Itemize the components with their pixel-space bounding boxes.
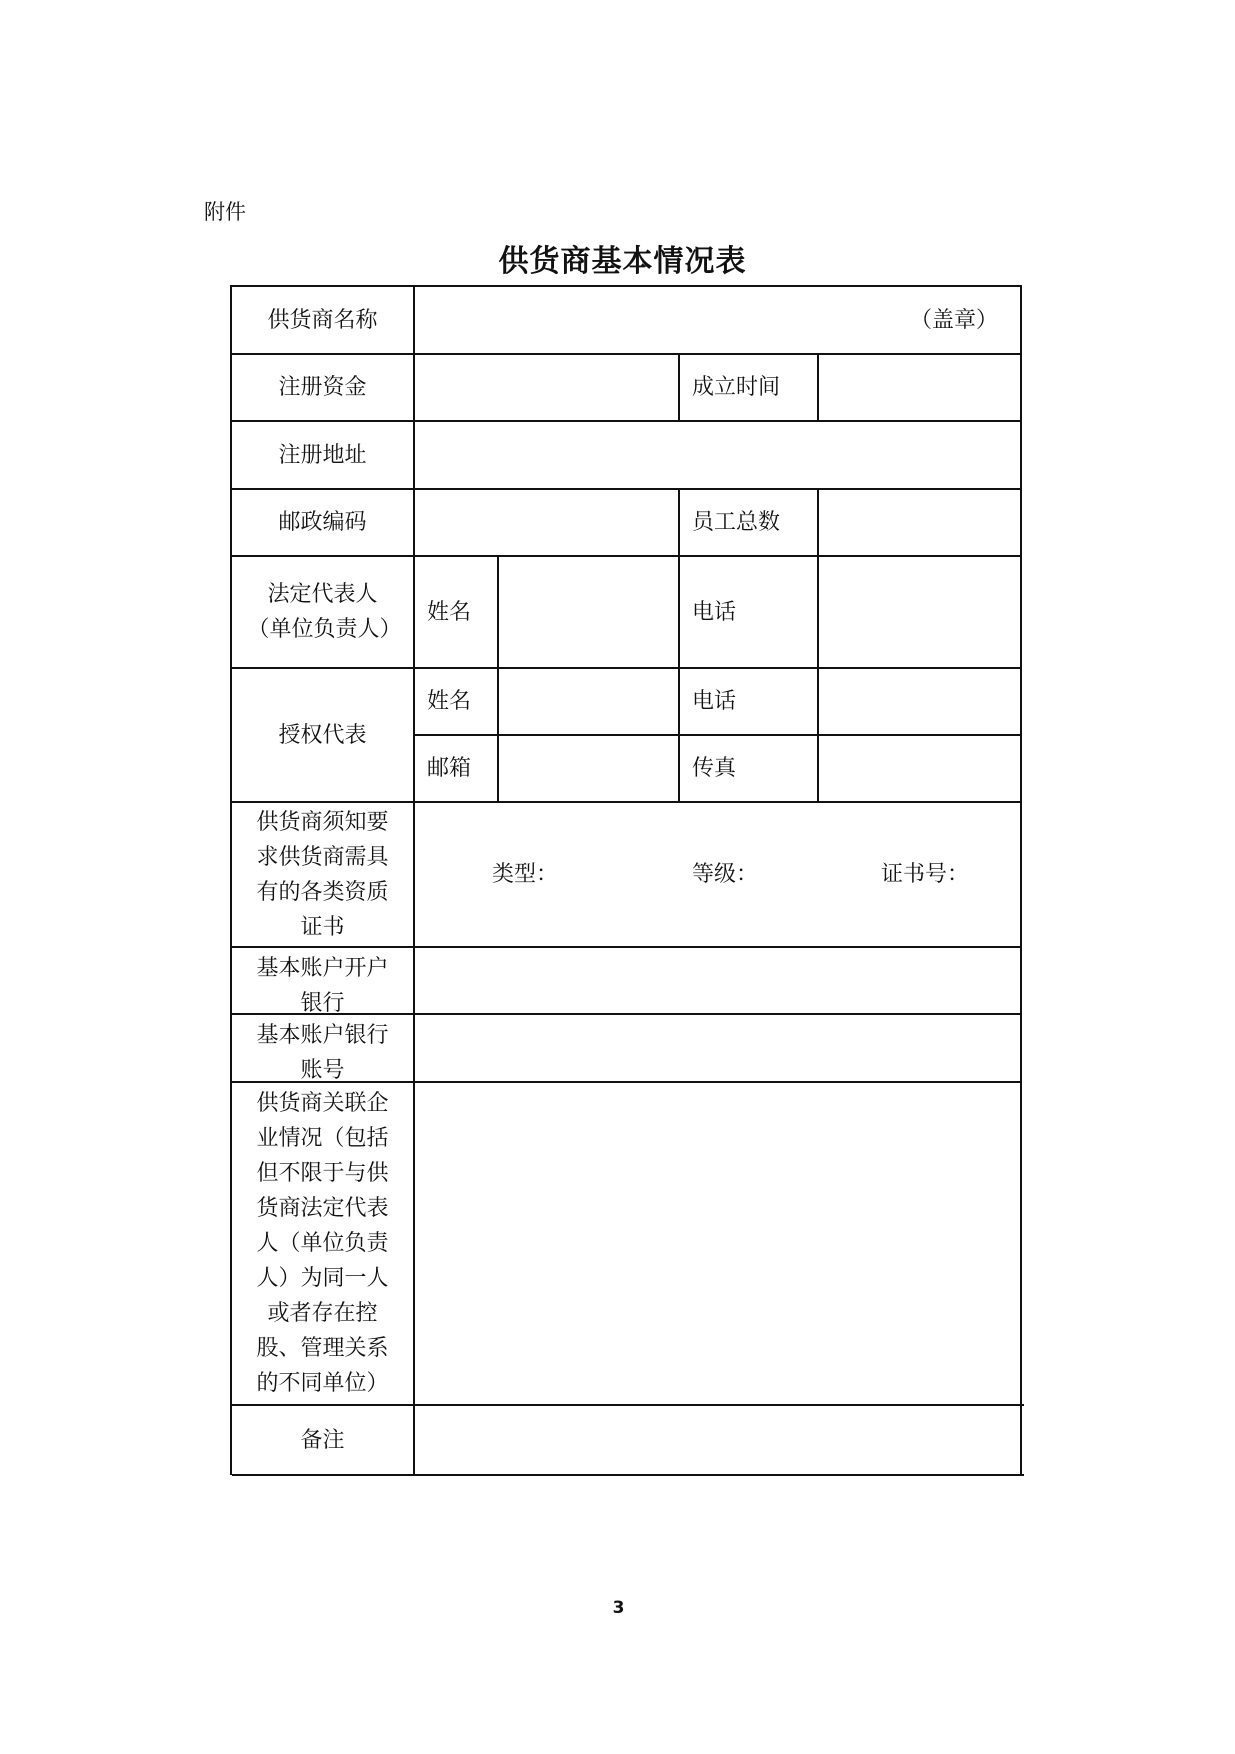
employee-count-field[interactable]	[819, 490, 1020, 555]
qualification-label-text: 供货商须知要求供货商需具有的各类资质证书	[256, 809, 389, 940]
remarks-field[interactable]	[415, 1406, 1020, 1474]
legal-rep-name-field[interactable]	[499, 557, 678, 667]
remarks-label: 备注	[300, 1427, 345, 1453]
authorized-rep-fax-label: 传真	[692, 756, 737, 781]
registered-capital-field[interactable]	[415, 355, 678, 420]
postal-code-label: 邮政编码	[278, 510, 367, 535]
attachment-label: 附件	[204, 200, 246, 224]
table-border-right	[1020, 285, 1022, 1475]
bank-account-label-text: 基本账户银行账号	[256, 1023, 389, 1081]
legal-rep-label	[232, 557, 413, 667]
related-companies-label-text: 供货商关联企业情况（包括但不限于与供货商法定代表人（单位负责人）为同一人或者存在控股、管理关系的不同单位）	[256, 1091, 389, 1396]
established-date-field[interactable]	[819, 355, 1020, 420]
qualification-level-label: 等级：	[691, 862, 758, 887]
authorized-rep-fax-field[interactable]	[819, 736, 1020, 801]
authorized-rep-label: 授权代表	[278, 722, 367, 748]
authorized-rep-name-label: 姓名	[427, 689, 472, 714]
authorized-rep-email-label: 邮箱	[427, 756, 472, 781]
registered-address-label: 注册地址	[278, 442, 367, 468]
employee-count-label: 员工总数	[692, 510, 781, 535]
supplier-name-label: 供货商名称	[267, 307, 378, 333]
qualification-type-label: 类型：	[491, 862, 558, 887]
page-number: 3	[612, 1598, 625, 1618]
authorized-rep-email-field[interactable]	[499, 736, 678, 801]
related-companies-field[interactable]	[415, 1083, 1020, 1404]
legal-rep-phone-label: 电话	[692, 599, 737, 625]
postal-code-field[interactable]	[415, 490, 678, 555]
bank-account-label	[232, 1015, 413, 1081]
page-title: 供货商基本情况表	[498, 244, 747, 279]
legal-rep-label-text: 法定代表人（单位负责人）	[247, 582, 402, 642]
authorized-rep-phone-field[interactable]	[819, 669, 1020, 734]
seal-note: （盖章）	[909, 307, 998, 333]
authorized-rep-name-field[interactable]	[499, 669, 678, 734]
qualification-cert-no-label: 证书号：	[880, 862, 969, 887]
authorized-rep-phone-label: 电话	[692, 689, 737, 714]
registered-address-field[interactable]	[415, 422, 1020, 488]
bank-label-text: 基本账户开户银行	[256, 955, 389, 1013]
qualification-label	[232, 803, 413, 946]
bank-field[interactable]	[415, 948, 1020, 1013]
legal-rep-name-label: 姓名	[427, 599, 472, 625]
related-companies-label	[232, 1083, 413, 1404]
legal-rep-phone-field[interactable]	[819, 557, 1020, 667]
bank-account-field[interactable]	[415, 1015, 1020, 1081]
established-date-label: 成立时间	[692, 375, 781, 400]
registered-capital-label: 注册资金	[278, 375, 367, 400]
bank-label	[232, 948, 413, 1013]
table-border-bottom	[232, 1474, 1024, 1476]
